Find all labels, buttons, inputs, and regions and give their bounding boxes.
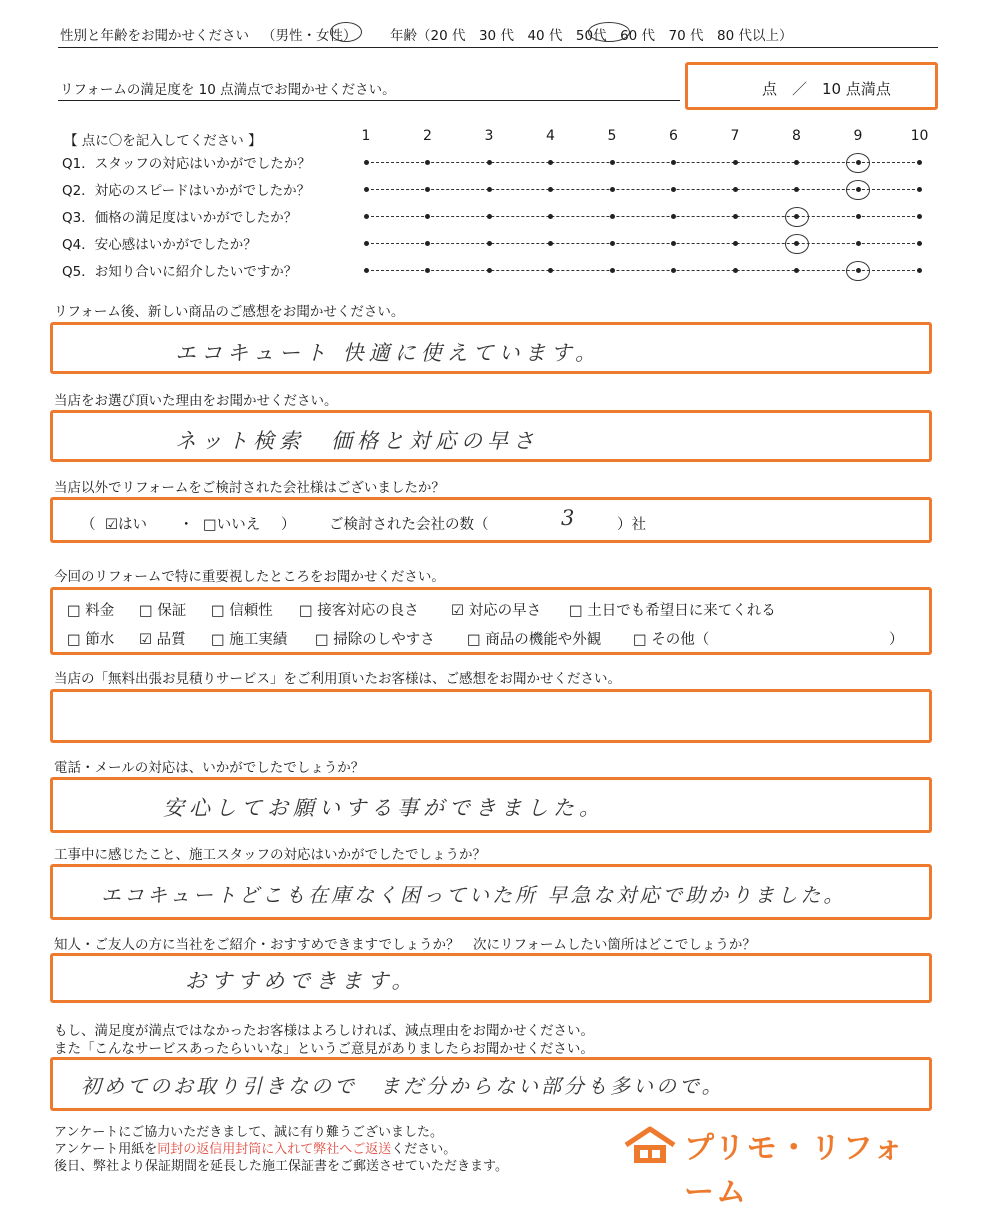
after-reform-label: リフォーム後、新しい商品のご感想をお聞かせください。 bbox=[54, 304, 405, 320]
scale-option-dot[interactable] bbox=[671, 160, 676, 165]
construction-box[interactable] bbox=[50, 864, 932, 920]
score-suffix: 点 ／ 10 点満点 bbox=[762, 80, 891, 98]
scale-option-dot[interactable] bbox=[733, 241, 738, 246]
scale-option-dot[interactable] bbox=[425, 187, 430, 192]
priority-option[interactable]: □ 施工実績 bbox=[211, 632, 288, 648]
priority-option[interactable]: □ その他（ bbox=[633, 632, 710, 648]
priority-label: 今回のリフォームで特に重要視したところをお聞かせください。 bbox=[54, 569, 445, 585]
brand-logo-text: プリモ・リフォーム bbox=[684, 1131, 906, 1210]
other-companies-label: 当店以外でリフォームをご検討された会社様はございましたか？ bbox=[54, 480, 445, 496]
footer-line-2b: ください。 bbox=[391, 1142, 457, 1157]
scale-option-dot[interactable] bbox=[671, 241, 676, 246]
scale-line bbox=[366, 243, 920, 244]
phone-mail-answer: 安心してお願いする事ができました。 bbox=[163, 796, 605, 820]
scale-option-dot[interactable] bbox=[610, 187, 615, 192]
scale-option-dot[interactable] bbox=[364, 187, 369, 192]
question-label: Q5．お知り合いに紹介したいですか？ bbox=[62, 264, 298, 280]
priority-option[interactable]: ☑ 対応の早さ bbox=[451, 603, 542, 619]
reason-label: 当店をお選び頂いた理由をお聞かせください。 bbox=[54, 393, 338, 409]
improvement-label-1: もし、満足度が満点ではなかったお客様はよろしければ、減点理由をお聞かせください。 bbox=[54, 1023, 594, 1039]
scale-number: 2 bbox=[423, 128, 432, 144]
scale-option-dot[interactable] bbox=[548, 160, 553, 165]
scale-option-dot[interactable] bbox=[671, 214, 676, 219]
scale-number: 6 bbox=[669, 128, 678, 144]
scale-option-dot[interactable] bbox=[364, 268, 369, 273]
priority-other-close: ） bbox=[889, 632, 904, 648]
house-icon bbox=[622, 1125, 678, 1165]
score-box[interactable] bbox=[685, 62, 938, 110]
priority-option[interactable]: □ 保証 bbox=[139, 603, 187, 619]
scale-option-dot[interactable] bbox=[487, 241, 492, 246]
satisfaction-rule bbox=[58, 100, 680, 101]
construction-label: 工事中に感じたこと、施工スタッフの対応はいかがでしたでしょうか？ bbox=[54, 847, 486, 863]
scale-option-dot[interactable] bbox=[610, 268, 615, 273]
reason-answer: ネット検索 価格と対応の早さ bbox=[175, 429, 539, 453]
reason-box[interactable] bbox=[50, 410, 932, 462]
footer-line-2a: アンケート用紙を bbox=[54, 1142, 158, 1157]
question-label: Q3．価格の満足度はいかがでしたか？ bbox=[62, 210, 298, 226]
question-label: Q1．スタッフの対応はいかがでしたか？ bbox=[62, 156, 311, 172]
gender-options: （男性・女性） bbox=[262, 28, 357, 44]
scale-option-dot[interactable] bbox=[733, 214, 738, 219]
footer-line-3: 後日、弊社より保証期間を延長した施工保証書をご郵送させていただきます。 bbox=[54, 1159, 508, 1174]
oc-open: （ bbox=[81, 517, 96, 533]
phone-mail-label: 電話・メールの対応は、いかがでしたでしょうか？ bbox=[54, 760, 365, 776]
priority-option[interactable]: □ 接客対応の良さ bbox=[299, 603, 419, 619]
scale-option-dot[interactable] bbox=[364, 214, 369, 219]
scale-option-dot[interactable] bbox=[425, 160, 430, 165]
brand-logo bbox=[622, 1121, 932, 1210]
scale-option-dot[interactable] bbox=[364, 160, 369, 165]
scale-option-dot[interactable] bbox=[856, 241, 861, 246]
scale-option-dot[interactable] bbox=[487, 160, 492, 165]
scale-option-dot[interactable] bbox=[917, 160, 922, 165]
free-estimate-label: 当店の「無料出張お見積りサービス」をご利用頂いたお客様は、ご感想をお聞かせください。 bbox=[54, 671, 621, 687]
recommend-answer: おすすめできます。 bbox=[185, 969, 418, 993]
scale-option-dot[interactable] bbox=[917, 214, 922, 219]
scale-number: 9 bbox=[853, 128, 863, 144]
oc-count-label: ご検討された会社の数（ bbox=[329, 517, 489, 533]
scale-option-dot[interactable] bbox=[487, 187, 492, 192]
improvement-label-2: また「こんなサービスあったらいいな」というご意見がありましたらお聞かせください。 bbox=[54, 1041, 594, 1057]
oc-close: ） bbox=[281, 517, 296, 533]
scale-option-dot[interactable] bbox=[917, 241, 922, 246]
scale-number: 3 bbox=[484, 128, 494, 144]
oc-count-suffix: ）社 bbox=[617, 517, 646, 533]
scale-number: 8 bbox=[792, 128, 801, 144]
recommend-box[interactable] bbox=[50, 953, 932, 1003]
scale-option-dot[interactable] bbox=[364, 241, 369, 246]
scale-option-dot[interactable] bbox=[733, 187, 738, 192]
after-reform-answer: エコキュート 快適に使えています。 bbox=[175, 341, 601, 365]
scale-option-dot[interactable] bbox=[425, 268, 430, 273]
scale-option-dot[interactable] bbox=[548, 241, 553, 246]
scale-line bbox=[366, 270, 920, 271]
scale-option-dot[interactable] bbox=[917, 187, 922, 192]
scale-option-dot[interactable] bbox=[733, 160, 738, 165]
footer-line-1: アンケートにご協力いただきまして、誠に有り難うございました。 bbox=[54, 1125, 443, 1140]
scale-option-dot[interactable] bbox=[794, 268, 799, 273]
question-label: Q4．安心感はいかがでしたか？ bbox=[62, 237, 257, 253]
selected-circle bbox=[846, 261, 870, 281]
scale-instruction: 【 点に〇を記入してください 】 bbox=[64, 133, 262, 149]
scale-option-dot[interactable] bbox=[548, 268, 553, 273]
scale-option-dot[interactable] bbox=[425, 214, 430, 219]
oc-no[interactable]: □いいえ bbox=[203, 517, 261, 533]
age-circle bbox=[588, 22, 630, 42]
scale-number: 5 bbox=[607, 128, 617, 144]
improvement-box[interactable] bbox=[50, 1057, 932, 1111]
priority-option[interactable]: □ 料金 bbox=[67, 603, 115, 619]
age-options: 年齢（20 代 30 代 40 代 50代 60 代 70 代 80 代以上） bbox=[390, 28, 793, 44]
priority-option[interactable]: □ 信頼性 bbox=[211, 603, 273, 619]
scale-option-dot[interactable] bbox=[425, 241, 430, 246]
phone-mail-box[interactable] bbox=[50, 777, 932, 833]
satisfaction-label: リフォームの満足度を 10 点満点でお聞かせください。 bbox=[60, 82, 396, 98]
scale-number: 1 bbox=[361, 128, 371, 144]
improvement-answer: 初めてのお取り引きなので まだ分からない部分も多いので。 bbox=[81, 1074, 725, 1098]
scale-option-dot[interactable] bbox=[794, 160, 799, 165]
oc-count-value: 3 bbox=[561, 506, 580, 530]
question-label: Q2．対応のスピードはいかがでしたか？ bbox=[62, 183, 311, 199]
scale-line bbox=[366, 216, 920, 217]
priority-option[interactable]: □ 掃除のしやすさ bbox=[315, 632, 435, 648]
scale-option-dot[interactable] bbox=[487, 214, 492, 219]
scale-option-dot[interactable] bbox=[856, 214, 861, 219]
scale-number: 4 bbox=[546, 128, 555, 144]
scale-option-dot[interactable] bbox=[671, 187, 676, 192]
scale-option-dot[interactable] bbox=[610, 160, 615, 165]
other-companies-box[interactable] bbox=[50, 497, 932, 543]
scale-option-dot[interactable] bbox=[610, 241, 615, 246]
scale-number: 7 bbox=[730, 128, 740, 144]
selected-circle bbox=[846, 153, 870, 173]
selected-circle bbox=[846, 180, 870, 200]
scale-option-dot[interactable] bbox=[917, 268, 922, 273]
scale-line bbox=[366, 162, 920, 163]
gender-age-label: 性別と年齢をお聞かせください bbox=[60, 28, 249, 44]
scale-number: 10 bbox=[910, 128, 929, 144]
scale-option-dot[interactable] bbox=[794, 187, 799, 192]
header-rule bbox=[58, 47, 938, 48]
oc-yes[interactable]: ☑はい bbox=[105, 517, 147, 533]
selected-circle bbox=[785, 207, 809, 227]
scale-option-dot[interactable] bbox=[610, 214, 615, 219]
recommend-label: 知人・ご友人の方に当社をご紹介・おすすめできますでしょうか？ 次にリフォームしたい箇所はどこでしょうか？ bbox=[54, 937, 756, 953]
oc-sep: ・ bbox=[179, 517, 194, 533]
selected-circle bbox=[785, 234, 809, 254]
after-reform-box[interactable] bbox=[50, 322, 932, 374]
scale-option-dot[interactable] bbox=[487, 268, 492, 273]
priority-option[interactable]: □ 商品の機能や外観 bbox=[467, 632, 602, 648]
free-estimate-box[interactable] bbox=[50, 689, 932, 743]
scale-option-dot[interactable] bbox=[548, 214, 553, 219]
footer-line-2-red: 同封の返信用封筒に入れて弊社へご返送 bbox=[157, 1142, 392, 1157]
scale-option-dot[interactable] bbox=[548, 187, 553, 192]
priority-option[interactable]: □ 節水 bbox=[67, 632, 115, 648]
scale-option-dot[interactable] bbox=[671, 268, 676, 273]
priority-option[interactable]: □ 土日でも希望日に来てくれる bbox=[569, 603, 776, 619]
priority-box[interactable] bbox=[50, 587, 932, 655]
scale-line bbox=[366, 189, 920, 190]
priority-option[interactable]: ☑ 品質 bbox=[139, 632, 186, 648]
scale-option-dot[interactable] bbox=[733, 268, 738, 273]
gender-circle bbox=[330, 22, 362, 42]
construction-answer: エコキュートどこも在庫なく困っていた所 早急な対応で助かりました。 bbox=[101, 883, 847, 907]
